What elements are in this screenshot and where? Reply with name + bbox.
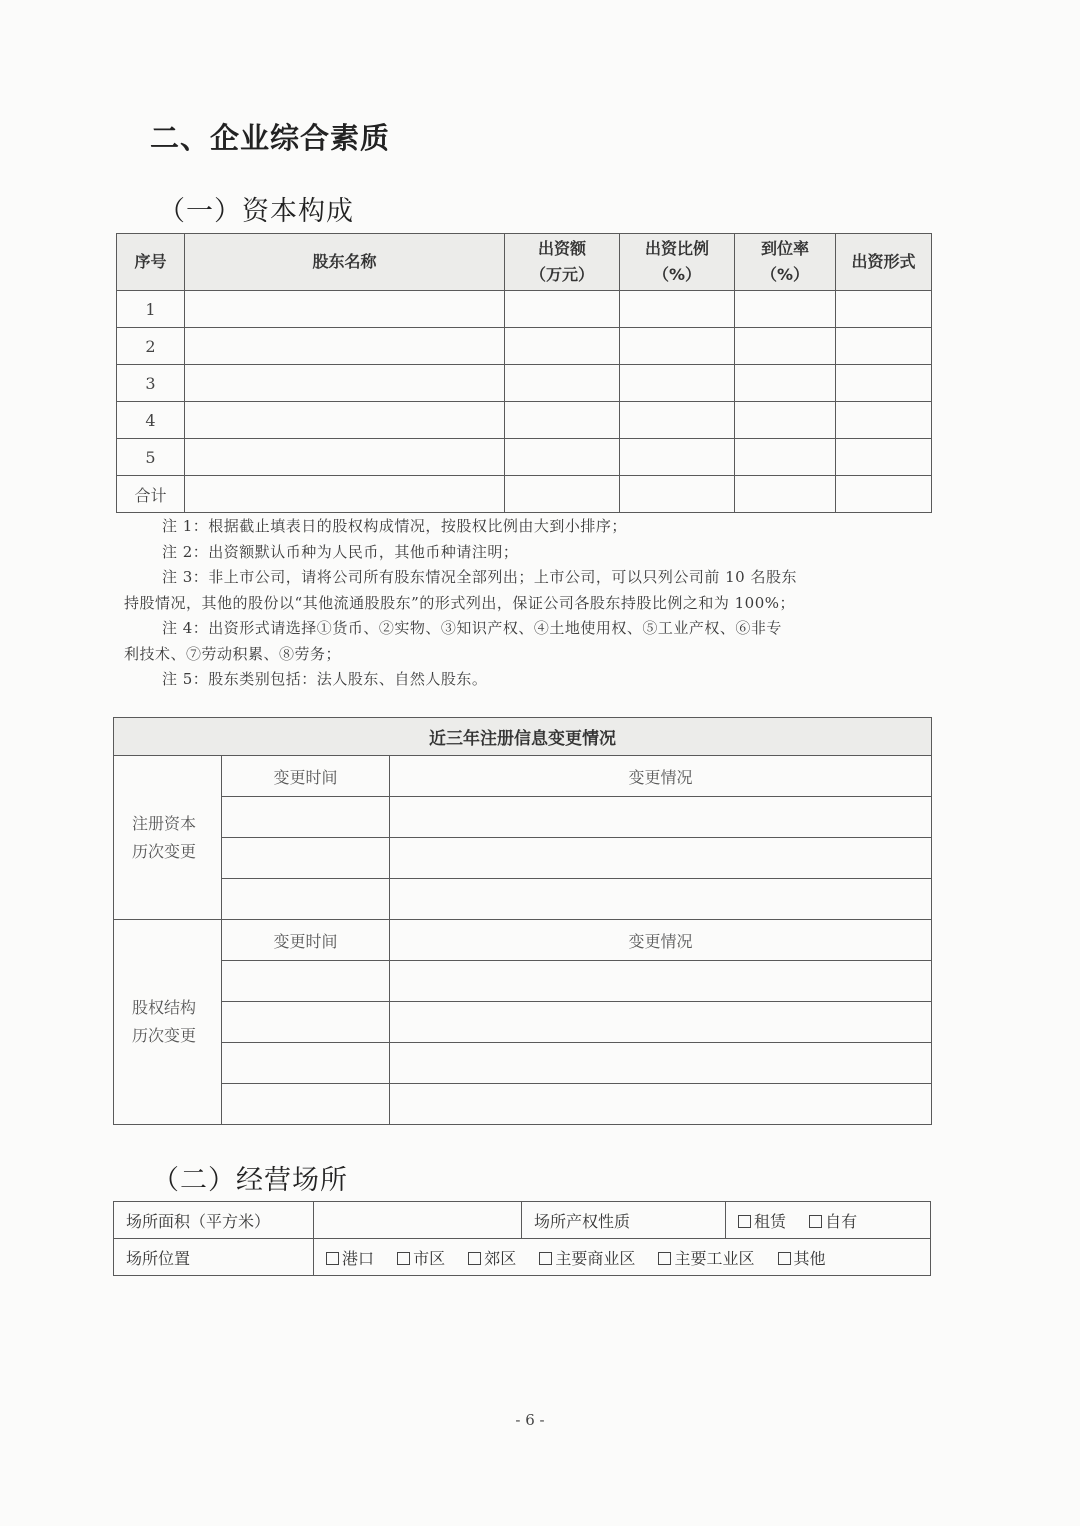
col-header-shareholder: 股东名称 [185,234,505,291]
option-other[interactable] [778,1249,826,1268]
shareholder-cell[interactable] [185,328,505,365]
page-number: - 6 - [515,1411,545,1429]
option-label: 市区 [413,1248,446,1268]
capital-structure-table [116,233,932,513]
table-row [114,1043,932,1084]
area-label: 场所面积（平方米） [114,1202,314,1239]
option-label: 自有 [825,1211,858,1231]
note-3-cont: 持股情况，其他的股份以“其他流通股股东”的形式列出，保证公司各股东持股比例之和为 100%； [124,593,795,612]
form-cell[interactable] [836,476,932,513]
col-header-amount: 出资额 （万元） [505,234,620,291]
table-row [114,1002,932,1043]
location-label: 场所位置 [114,1239,314,1276]
change-time-cell[interactable] [222,838,390,879]
paid-rate-cell[interactable] [735,402,836,439]
paid-rate-cell[interactable] [735,476,836,513]
page-heading: 二、企业综合素质 [150,121,391,155]
option-label: 其他 [793,1248,826,1268]
note-4: 注 4：出资形式请选择①货币、②实物、③知识产权、④土地使用权、⑤工业产权、⑥非专 [162,619,782,637]
ratio-cell[interactable] [620,439,735,476]
table-header-row [117,234,932,291]
property-options [726,1202,931,1239]
col-header-index: 序号 [117,234,185,291]
changes-table-title: 近三年注册信息变更情况 [114,718,932,756]
option-label: 主要工业区 [674,1248,755,1268]
amount-cell[interactable] [505,365,620,402]
note-1: 注 1：根据截止填表日的股权构成情况，按股权比例由大到小排序； [162,517,627,535]
table-row [117,291,932,328]
col-header-paid-rate: 到位率 （%） [735,234,836,291]
change-detail-cell[interactable] [390,879,932,920]
change-detail-cell[interactable] [390,838,932,879]
ratio-cell[interactable] [620,365,735,402]
col-header-change-detail: 变更情况 [390,920,932,961]
option-urban[interactable] [397,1249,445,1268]
table-row [117,328,932,365]
change-time-cell[interactable] [222,879,390,920]
shareholder-cell[interactable] [185,439,505,476]
category-capital-changes: 注册资本 历次变更 [114,756,222,920]
option-commercial[interactable] [539,1249,635,1268]
table-row [114,838,932,879]
checkbox-icon[interactable] [326,1252,339,1265]
table-row [114,879,932,920]
option-owned[interactable] [809,1212,857,1231]
amount-cell[interactable] [505,476,620,513]
option-port[interactable] [326,1249,374,1268]
col-header-form: 出资形式 [836,234,932,291]
ratio-cell[interactable] [620,402,735,439]
amount-cell[interactable] [505,328,620,365]
col-header-change-time: 变更时间 [222,756,390,797]
option-label: 租赁 [754,1211,787,1231]
area-input[interactable] [314,1202,522,1239]
shareholder-cell[interactable] [185,291,505,328]
col-header-change-time: 变更时间 [222,920,390,961]
row-total-label: 合计 [117,476,185,513]
note-2: 注 2：出资额默认币种为人民币，其他币种请注明； [162,542,519,561]
change-time-cell[interactable] [222,797,390,838]
checkbox-icon[interactable] [468,1252,481,1265]
table-row-total [117,476,932,513]
row-index: 5 [117,439,185,476]
form-cell[interactable] [836,291,932,328]
col-header-ratio: 出资比例 （%） [620,234,735,291]
property-label: 场所产权性质 [522,1202,726,1239]
table-notes [124,514,924,693]
option-label: 港口 [342,1248,375,1268]
paid-rate-cell[interactable] [735,291,836,328]
table-row [114,961,932,1002]
registration-changes-table [113,717,932,1125]
form-cell[interactable] [836,365,932,402]
row-index: 2 [117,328,185,365]
col-header-change-detail: 变更情况 [390,756,932,797]
note-5: 注 5：股东类别包括：法人股东、自然人股东。 [162,670,488,688]
note-3: 注 3：非上市公司，请将公司所有股东情况全部列出；上市公司，可以只列公司前 10 名股东 [162,568,797,586]
change-detail-cell[interactable] [390,961,932,1002]
checkbox-icon[interactable] [539,1252,552,1265]
shareholder-cell[interactable] [185,402,505,439]
change-detail-cell[interactable] [390,1002,932,1043]
section-title-premises: （二）经营场所 [152,1165,348,1196]
row-index: 4 [117,402,185,439]
change-time-cell[interactable] [222,1043,390,1084]
option-suburb[interactable] [468,1249,516,1268]
table-row [114,797,932,838]
shareholder-cell[interactable] [185,365,505,402]
table-row [114,1084,932,1125]
ratio-cell[interactable] [620,476,735,513]
premises-table [113,1201,931,1276]
form-cell[interactable] [836,402,932,439]
checkbox-icon[interactable] [658,1252,671,1265]
paid-rate-cell[interactable] [735,439,836,476]
ratio-cell[interactable] [620,328,735,365]
option-label: 郊区 [484,1248,517,1268]
table-row [117,439,932,476]
shareholder-cell[interactable] [185,476,505,513]
section-title-capital: （一）资本构成 [158,196,354,227]
table-row [117,402,932,439]
row-index: 1 [117,291,185,328]
form-cell[interactable] [836,328,932,365]
option-lease[interactable] [738,1212,786,1231]
form-cell[interactable] [836,439,932,476]
checkbox-icon[interactable] [738,1215,751,1228]
paid-rate-cell[interactable] [735,365,836,402]
change-time-cell[interactable] [222,961,390,1002]
option-industrial[interactable] [658,1249,754,1268]
change-detail-cell[interactable] [390,1084,932,1125]
change-detail-cell[interactable] [390,1043,932,1084]
amount-cell[interactable] [505,402,620,439]
change-detail-cell[interactable] [390,797,932,838]
amount-cell[interactable] [505,439,620,476]
checkbox-icon[interactable] [397,1252,410,1265]
checkbox-icon[interactable] [778,1252,791,1265]
row-index: 3 [117,365,185,402]
paid-rate-cell[interactable] [735,328,836,365]
amount-cell[interactable] [505,291,620,328]
note-4-cont: 利技术、⑦劳动积累、⑧劳务； [124,644,342,663]
checkbox-icon[interactable] [809,1215,822,1228]
change-time-cell[interactable] [222,1084,390,1125]
change-time-cell[interactable] [222,1002,390,1043]
ratio-cell[interactable] [620,291,735,328]
option-label: 主要商业区 [555,1248,636,1268]
location-options [314,1239,931,1276]
category-equity-changes: 股权结构 历次变更 [114,920,222,1125]
table-row [117,365,932,402]
